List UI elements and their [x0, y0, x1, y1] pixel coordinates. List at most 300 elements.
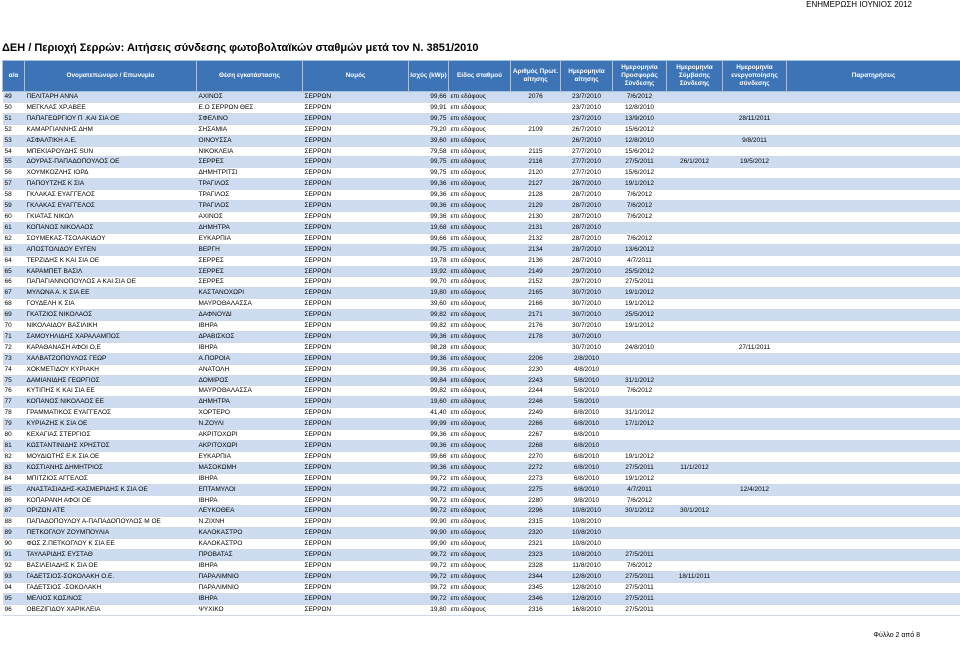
protocol-number-cell — [511, 342, 561, 353]
applicant-name-cell: ΓΚΙΑΤΑΣ ΝΙΚΟΛ — [25, 211, 197, 222]
remarks-cell — [787, 604, 960, 615]
prefecture-cell: ΣΕΡΡΩΝ — [303, 190, 409, 201]
row-number-cell: 88 — [3, 517, 25, 528]
installation-site-cell: ΕΠΤΑΜΥΛΟΙ — [197, 484, 303, 495]
row-number-cell: 85 — [3, 484, 25, 495]
installation-site-cell: ΠΑΡΑΛΙΜΝΙΟ — [197, 582, 303, 593]
prefecture-cell: ΣΕΡΡΩΝ — [303, 473, 409, 484]
offer-date-cell: 30/1/2012 — [613, 506, 667, 517]
station-type-cell: επι εδάφους — [449, 451, 511, 462]
contract-date-cell — [667, 201, 723, 212]
col-header: Θέση εγκατάστασης — [197, 61, 303, 92]
contract-date-cell — [667, 484, 723, 495]
remarks-cell — [787, 419, 960, 430]
applicant-name-cell: ΝΙΚΟΛΑΙΔΟΥ ΒΑΣΙΛΙΚΗ — [25, 321, 197, 332]
row-number-cell: 68 — [3, 299, 25, 310]
contract-date-cell — [667, 222, 723, 233]
row-number-cell: 77 — [3, 397, 25, 408]
activation-date-cell — [723, 255, 787, 266]
application-date-cell: 28/7/2010 — [561, 255, 613, 266]
row-number-cell: 89 — [3, 528, 25, 539]
prefecture-cell: ΣΕΡΡΩΝ — [303, 539, 409, 550]
power-kwp-cell: 99,72 — [409, 506, 449, 517]
power-kwp-cell: 99,36 — [409, 211, 449, 222]
remarks-cell — [787, 560, 960, 571]
power-kwp-cell: 99,91 — [409, 102, 449, 113]
remarks-cell — [787, 386, 960, 397]
row-number-cell: 54 — [3, 146, 25, 157]
protocol-number-cell: 2323 — [511, 550, 561, 561]
prefecture-cell: ΣΕΡΡΩΝ — [303, 201, 409, 212]
prefecture-cell: ΣΕΡΡΩΝ — [303, 124, 409, 135]
protocol-number-cell: 2246 — [511, 397, 561, 408]
application-date-cell: 5/8/2010 — [561, 375, 613, 386]
installation-site-cell: ΔΑΦΝΟΥΔΙ — [197, 310, 303, 321]
protocol-number-cell: 2134 — [511, 244, 561, 255]
activation-date-cell — [723, 473, 787, 484]
contract-date-cell — [667, 582, 723, 593]
contract-date-cell — [667, 244, 723, 255]
remarks-cell — [787, 179, 960, 190]
installation-site-cell: ΑΧΙΝΟΣ — [197, 211, 303, 222]
installation-site-cell: ΨΥΧΙΚΟ — [197, 604, 303, 615]
contract-date-cell — [667, 288, 723, 299]
installation-site-cell: ΧΟΡΤΕΡΟ — [197, 408, 303, 419]
installation-site-cell: ΙΒΗΡΑ — [197, 473, 303, 484]
applicant-name-cell: ΓΚΑΤΖΙΟΣ ΝΙΚΟΛΑΟΣ — [25, 310, 197, 321]
offer-date-cell: 24/8/2010 — [613, 342, 667, 353]
station-type-cell: επι εδάφους — [449, 506, 511, 517]
remarks-cell — [787, 266, 960, 277]
activation-date-cell — [723, 321, 787, 332]
offer-date-cell: 31/1/2012 — [613, 408, 667, 419]
protocol-number-cell: 2296 — [511, 506, 561, 517]
row-number-cell: 51 — [3, 113, 25, 124]
power-kwp-cell: 99,36 — [409, 331, 449, 342]
applicant-name-cell: ΓΑΔΕΤΣΙΟΣ -ΣΟΚΟΛΑΚΗ — [25, 582, 197, 593]
power-kwp-cell: 99,72 — [409, 560, 449, 571]
col-header: Ονοματεπώνυμο / Επωνυμία — [25, 61, 197, 92]
application-date-cell: 27/7/2010 — [561, 168, 613, 179]
offer-date-cell: 7/6/2012 — [613, 211, 667, 222]
table-row — [3, 451, 960, 462]
table-row — [3, 146, 960, 157]
applicant-name-cell: ΑΣΦΑΛΤΙΚΗ Α.Ε. — [25, 135, 197, 146]
applicant-name-cell: ΟΡΙΖΩΝ ΑΤΕ — [25, 506, 197, 517]
row-number-cell: 75 — [3, 375, 25, 386]
protocol-number-cell: 2315 — [511, 517, 561, 528]
power-kwp-cell: 19,92 — [409, 266, 449, 277]
table-row — [3, 299, 960, 310]
prefecture-cell: ΣΕΡΡΩΝ — [303, 146, 409, 157]
activation-date-cell — [723, 233, 787, 244]
power-kwp-cell: 99,36 — [409, 430, 449, 441]
installation-site-cell: ΣΕΡΡΕΣ — [197, 277, 303, 288]
installation-site-cell: Α.ΠΟΡΟΙΑ — [197, 353, 303, 364]
power-kwp-cell: 99,90 — [409, 528, 449, 539]
offer-date-cell — [613, 331, 667, 342]
offer-date-cell — [613, 539, 667, 550]
contract-date-cell — [667, 528, 723, 539]
row-number-cell: 74 — [3, 364, 25, 375]
power-kwp-cell: 99,82 — [409, 386, 449, 397]
table-row — [3, 550, 960, 561]
protocol-number-cell: 2320 — [511, 528, 561, 539]
applicant-name-cell: ΠΑΠΑΓΙΑΝΝΟΠΟΥΛΟΣ Α ΚΑΙ ΣΙΑ ΟΕ — [25, 277, 197, 288]
prefecture-cell: ΣΕΡΡΩΝ — [303, 244, 409, 255]
row-number-cell: 65 — [3, 266, 25, 277]
applications-table — [2, 60, 960, 616]
offer-date-cell: 31/1/2012 — [613, 375, 667, 386]
row-number-cell: 86 — [3, 495, 25, 506]
offer-date-cell: 7/6/2012 — [613, 495, 667, 506]
remarks-cell — [787, 539, 960, 550]
offer-date-cell: 4/7/2011 — [613, 484, 667, 495]
offer-date-cell — [613, 397, 667, 408]
power-kwp-cell: 19,80 — [409, 604, 449, 615]
remarks-cell — [787, 211, 960, 222]
activation-date-cell — [723, 441, 787, 452]
prefecture-cell: ΣΕΡΡΩΝ — [303, 331, 409, 342]
row-number-cell: 64 — [3, 255, 25, 266]
activation-date-cell — [723, 310, 787, 321]
application-date-cell: 30/7/2010 — [561, 342, 613, 353]
row-number-cell: 69 — [3, 310, 25, 321]
applicant-name-cell: ΚΑΡΑΜΠΕΤ ΒΑΣΙΛ — [25, 266, 197, 277]
application-date-cell: 12/8/2010 — [561, 582, 613, 593]
table-row — [3, 157, 960, 168]
station-type-cell: επι εδάφους — [449, 244, 511, 255]
contract-date-cell: 18/11/2011 — [667, 571, 723, 582]
offer-date-cell: 4/7/2011 — [613, 255, 667, 266]
applicant-name-cell: ΠΑΠΟΥΤΖΗΣ Κ ΣΙΑ — [25, 179, 197, 190]
offer-date-cell: 7/6/2012 — [613, 560, 667, 571]
station-type-cell: επι εδάφους — [449, 255, 511, 266]
application-date-cell: 6/8/2010 — [561, 473, 613, 484]
applicant-name-cell: ΜΥΛΩΝΑ Α. Κ ΣΙΑ ΕΕ — [25, 288, 197, 299]
protocol-number-cell: 2244 — [511, 386, 561, 397]
power-kwp-cell: 99,72 — [409, 593, 449, 604]
application-date-cell: 30/7/2010 — [561, 310, 613, 321]
row-number-cell: 57 — [3, 179, 25, 190]
table-row — [3, 211, 960, 222]
row-number-cell: 60 — [3, 211, 25, 222]
protocol-number-cell: 2249 — [511, 408, 561, 419]
installation-site-cell: ΑΚΡΙΤΟΧΩΡΙ — [197, 441, 303, 452]
protocol-number-cell — [511, 135, 561, 146]
protocol-number-cell: 2273 — [511, 473, 561, 484]
table-row — [3, 364, 960, 375]
activation-date-cell — [723, 179, 787, 190]
installation-site-cell: ΣΗΣΑΜΙΑ — [197, 124, 303, 135]
applicant-name-cell: ΠΕΤΚΟΓΛΟΥ ΖΟΥΜΠΟΥΛΙΑ — [25, 528, 197, 539]
installation-site-cell: ΚΑΣΤΑΝΟΧΩΡΙ — [197, 288, 303, 299]
protocol-number-cell: 2149 — [511, 266, 561, 277]
prefecture-cell: ΣΕΡΡΩΝ — [303, 102, 409, 113]
remarks-cell — [787, 190, 960, 201]
offer-date-cell: 19/1/2012 — [613, 451, 667, 462]
activation-date-cell — [723, 353, 787, 364]
row-number-cell: 55 — [3, 157, 25, 168]
prefecture-cell: ΣΕΡΡΩΝ — [303, 528, 409, 539]
prefecture-cell: ΣΕΡΡΩΝ — [303, 506, 409, 517]
row-number-cell: 76 — [3, 386, 25, 397]
application-date-cell: 28/7/2010 — [561, 201, 613, 212]
station-type-cell: επι εδάφους — [449, 222, 511, 233]
applicant-name-cell: ΚΥΤΙΠΗΣ Κ ΚΑΙ ΣΙΑ ΕΕ — [25, 386, 197, 397]
table-row — [3, 342, 960, 353]
application-date-cell: 16/8/2010 — [561, 604, 613, 615]
prefecture-cell: ΣΕΡΡΩΝ — [303, 353, 409, 364]
activation-date-cell — [723, 506, 787, 517]
power-kwp-cell: 99,82 — [409, 310, 449, 321]
station-type-cell: επι εδάφους — [449, 331, 511, 342]
application-date-cell: 29/7/2010 — [561, 277, 613, 288]
row-number-cell: 63 — [3, 244, 25, 255]
update-note: ΕΝΗΜΕΡΩΣΗ ΙΟΥΝΙΟΣ 2012 — [806, 0, 912, 9]
remarks-cell — [787, 506, 960, 517]
power-kwp-cell: 79,20 — [409, 124, 449, 135]
power-kwp-cell: 99,75 — [409, 244, 449, 255]
station-type-cell: επι εδάφους — [449, 386, 511, 397]
prefecture-cell: ΣΕΡΡΩΝ — [303, 386, 409, 397]
row-number-cell: 94 — [3, 582, 25, 593]
contract-date-cell — [667, 539, 723, 550]
offer-date-cell: 25/5/2012 — [613, 310, 667, 321]
application-date-cell: 6/8/2010 — [561, 408, 613, 419]
activation-date-cell — [723, 92, 787, 103]
station-type-cell: επι εδάφους — [449, 441, 511, 452]
row-number-cell: 52 — [3, 124, 25, 135]
row-number-cell: 95 — [3, 593, 25, 604]
applicant-name-cell: ΣΑΜΟΥΗΛΙΔΗΣ ΧΑΡΑΛΑΜΠΟΣ — [25, 331, 197, 342]
installation-site-cell: ΣΦΕΛΙΝΟ — [197, 113, 303, 124]
contract-date-cell — [667, 277, 723, 288]
table-row — [3, 201, 960, 212]
remarks-cell — [787, 288, 960, 299]
protocol-number-cell: 2076 — [511, 92, 561, 103]
contract-date-cell — [667, 331, 723, 342]
table-row — [3, 244, 960, 255]
table-row — [3, 310, 960, 321]
contract-date-cell — [667, 92, 723, 103]
protocol-number-cell: 2206 — [511, 353, 561, 364]
station-type-cell: επι εδάφους — [449, 299, 511, 310]
activation-date-cell: 27/11/2011 — [723, 342, 787, 353]
applicant-name-cell: ΜΕΛΙΟΣ ΚΩΣ/ΝΟΣ — [25, 593, 197, 604]
station-type-cell: επι εδάφους — [449, 560, 511, 571]
station-type-cell: επι εδάφους — [449, 201, 511, 212]
table-row — [3, 397, 960, 408]
remarks-cell — [787, 517, 960, 528]
application-date-cell: 12/8/2010 — [561, 571, 613, 582]
applicant-name-cell: ΚΟΠΑΡΑΝΗ ΑΦΟΙ ΟΕ — [25, 495, 197, 506]
application-date-cell: 2/8/2010 — [561, 353, 613, 364]
col-header: Παρατηρήσεις — [787, 61, 960, 92]
remarks-cell — [787, 92, 960, 103]
applicant-name-cell: ΜΕΓΚΛΑΣ ΧΡ.ΑΒΕΕ — [25, 102, 197, 113]
remarks-cell — [787, 473, 960, 484]
table-row — [3, 190, 960, 201]
applicant-name-cell: ΑΝΑΣΤΑΣΙΑΔΗΣ-ΚΑΣΜΕΡΙΔΗΣ Κ ΣΙΑ ΟΕ — [25, 484, 197, 495]
protocol-number-cell: 2230 — [511, 364, 561, 375]
row-number-cell: 56 — [3, 168, 25, 179]
row-number-cell: 71 — [3, 331, 25, 342]
prefecture-cell: ΣΕΡΡΩΝ — [303, 451, 409, 462]
remarks-cell — [787, 484, 960, 495]
offer-date-cell: 7/6/2012 — [613, 386, 667, 397]
applicant-name-cell: ΑΠΟΣΤΟΛΙΔΟΥ ΕΥΓΕΝ — [25, 244, 197, 255]
prefecture-cell: ΣΕΡΡΩΝ — [303, 255, 409, 266]
remarks-cell — [787, 124, 960, 135]
prefecture-cell: ΣΕΡΡΩΝ — [303, 310, 409, 321]
station-type-cell: επι εδάφους — [449, 604, 511, 615]
remarks-cell — [787, 146, 960, 157]
application-date-cell: 10/8/2010 — [561, 539, 613, 550]
table-row — [3, 277, 960, 288]
remarks-cell — [787, 342, 960, 353]
activation-date-cell — [723, 397, 787, 408]
table-row — [3, 604, 960, 615]
activation-date-cell — [723, 211, 787, 222]
prefecture-cell: ΣΕΡΡΩΝ — [303, 495, 409, 506]
prefecture-cell: ΣΕΡΡΩΝ — [303, 375, 409, 386]
installation-site-cell: ΠΑΡΑΛΙΜΝΙΟ — [197, 571, 303, 582]
application-date-cell: 27/7/2010 — [561, 157, 613, 168]
activation-date-cell — [723, 582, 787, 593]
prefecture-cell: ΣΕΡΡΩΝ — [303, 560, 409, 571]
prefecture-cell: ΣΕΡΡΩΝ — [303, 157, 409, 168]
table-row — [3, 517, 960, 528]
table-row — [3, 222, 960, 233]
applicant-name-cell: ΚΩΣΤΑΝΤΙΝΙΔΗΣ ΧΡΗΣΤΟΣ — [25, 441, 197, 452]
prefecture-cell: ΣΕΡΡΩΝ — [303, 135, 409, 146]
table-row — [3, 102, 960, 113]
table-row — [3, 582, 960, 593]
table-row — [3, 375, 960, 386]
applicant-name-cell: ΠΕΛΙΤΑΡΗ ΑΝΝΑ — [25, 92, 197, 103]
protocol-number-cell: 2243 — [511, 375, 561, 386]
station-type-cell: επι εδάφους — [449, 571, 511, 582]
activation-date-cell — [723, 277, 787, 288]
station-type-cell: επι εδάφους — [449, 92, 511, 103]
table-row — [3, 135, 960, 146]
row-number-cell: 61 — [3, 222, 25, 233]
prefecture-cell: ΣΕΡΡΩΝ — [303, 397, 409, 408]
application-date-cell: 28/7/2010 — [561, 244, 613, 255]
row-number-cell: 53 — [3, 135, 25, 146]
station-type-cell: επι εδάφους — [449, 419, 511, 430]
table-row — [3, 113, 960, 124]
row-number-cell: 70 — [3, 321, 25, 332]
installation-site-cell: ΙΒΗΡΑ — [197, 495, 303, 506]
table-row — [3, 321, 960, 332]
installation-site-cell: ΟΙΝΟΥΣΣΑ — [197, 135, 303, 146]
offer-date-cell: 19/1/2012 — [613, 288, 667, 299]
installation-site-cell: Ε.Ο ΣΕΡΡΩΝ ΘΕΣ — [197, 102, 303, 113]
station-type-cell: επι εδάφους — [449, 353, 511, 364]
offer-date-cell: 7/6/2012 — [613, 92, 667, 103]
station-type-cell: επι εδάφους — [449, 288, 511, 299]
application-date-cell: 30/7/2010 — [561, 288, 613, 299]
offer-date-cell: 19/1/2012 — [613, 299, 667, 310]
contract-date-cell — [667, 211, 723, 222]
contract-date-cell — [667, 604, 723, 615]
offer-date-cell: 27/5/2011 — [613, 550, 667, 561]
remarks-cell — [787, 582, 960, 593]
activation-date-cell — [723, 419, 787, 430]
col-header: α/α — [3, 61, 25, 92]
contract-date-cell — [667, 495, 723, 506]
activation-date-cell — [723, 168, 787, 179]
offer-date-cell: 27/5/2011 — [613, 604, 667, 615]
applicant-name-cell: ΓΚΛΑΚΑΣ ΕΥΑΓΓΕΛΟΣ — [25, 190, 197, 201]
station-type-cell: επι εδάφους — [449, 539, 511, 550]
power-kwp-cell: 98,28 — [409, 342, 449, 353]
contract-date-cell — [667, 364, 723, 375]
applicant-name-cell: ΜΠΙΤΖΙΟΣ ΑΓΓΕΛΟΣ — [25, 473, 197, 484]
station-type-cell: επι εδάφους — [449, 135, 511, 146]
protocol-number-cell: 2120 — [511, 168, 561, 179]
station-type-cell: επι εδάφους — [449, 179, 511, 190]
installation-site-cell: ΜΑΣΟΚΩΜΗ — [197, 462, 303, 473]
offer-date-cell: 13/6/2012 — [613, 244, 667, 255]
remarks-cell — [787, 550, 960, 561]
applicant-name-cell: ΔΟΥΡΑΣ-ΠΑΠΑΔΟΠΟΥΛΟΣ ΟΕ — [25, 157, 197, 168]
activation-date-cell: 28/11/2011 — [723, 113, 787, 124]
remarks-cell — [787, 331, 960, 342]
installation-site-cell: ΕΥΚΑΡΠΙΑ — [197, 233, 303, 244]
power-kwp-cell: 99,72 — [409, 495, 449, 506]
activation-date-cell: 12/4/2012 — [723, 484, 787, 495]
power-kwp-cell: 19,78 — [409, 255, 449, 266]
installation-site-cell: ΑΚΡΙΤΟΧΩΡΙ — [197, 430, 303, 441]
station-type-cell: επι εδάφους — [449, 397, 511, 408]
power-kwp-cell: 99,72 — [409, 550, 449, 561]
applicant-name-cell: ΚΟΠΑΝΟΣ ΝΙΚΟΛΑΟΣ ΕΕ — [25, 397, 197, 408]
table-row — [3, 495, 960, 506]
table-row — [3, 331, 960, 342]
station-type-cell: επι εδάφους — [449, 582, 511, 593]
applicant-name-cell: ΚΕΧΑΓΙΑΣ ΣΤΕΡΓΙΟΣ — [25, 430, 197, 441]
col-header: Αριθμός Πρωτ. αίτησης — [511, 61, 561, 92]
installation-site-cell: ΒΕΡΓΗ — [197, 244, 303, 255]
installation-site-cell: Ν.ΖΙΧΝΗ — [197, 517, 303, 528]
protocol-number-cell: 2272 — [511, 462, 561, 473]
prefecture-cell: ΣΕΡΡΩΝ — [303, 266, 409, 277]
prefecture-cell: ΣΕΡΡΩΝ — [303, 342, 409, 353]
activation-date-cell — [723, 124, 787, 135]
protocol-number-cell: 2132 — [511, 233, 561, 244]
prefecture-cell: ΣΕΡΡΩΝ — [303, 364, 409, 375]
protocol-number-cell — [511, 102, 561, 113]
offer-date-cell — [613, 528, 667, 539]
application-date-cell: 26/7/2010 — [561, 124, 613, 135]
activation-date-cell — [723, 528, 787, 539]
application-date-cell: 6/8/2010 — [561, 430, 613, 441]
application-date-cell: 5/8/2010 — [561, 397, 613, 408]
col-header: Νομός — [303, 61, 409, 92]
application-date-cell: 28/7/2010 — [561, 211, 613, 222]
row-number-cell: 62 — [3, 233, 25, 244]
protocol-number-cell: 2115 — [511, 146, 561, 157]
application-date-cell: 28/7/2010 — [561, 190, 613, 201]
row-number-cell: 91 — [3, 550, 25, 561]
prefecture-cell: ΣΕΡΡΩΝ — [303, 288, 409, 299]
col-header: Ημερομηνία ενεργοποίησης σύνδεσης — [723, 61, 787, 92]
protocol-number-cell: 2268 — [511, 441, 561, 452]
power-kwp-cell: 99,72 — [409, 473, 449, 484]
